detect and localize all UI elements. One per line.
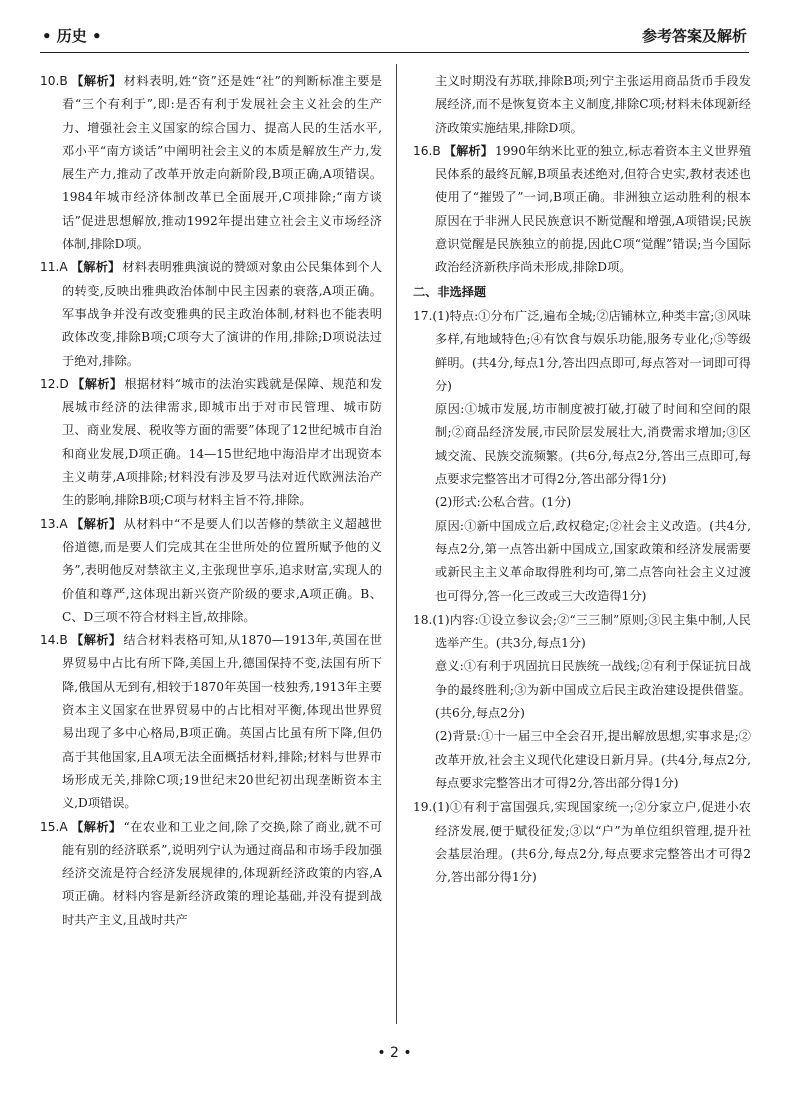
analysis-tag: 【解析】: [71, 376, 123, 391]
analysis-text: 从材料中“不是要人们以苦修的禁欲主义超越世俗道德,而是要人们完成其在尘世所处的位置所赋予他的义务”,表明他反对禁欲主义,主张现世享乐,追求财富,实现人的价值和尊严,这体现出新兴资产阶级的要求,A项正确。B、C、D三项不符合材料主旨,故排除。: [62, 516, 382, 624]
item-answer: A: [59, 819, 68, 834]
analysis-text: 材料表明雅典演说的赞颂对象由公民集体到个人的转变,反映出雅典政治体制中民主因素的衰落,A项正确。军事战争并没有改变雅典的民主政治体制,材料也不能表明政体改变,排除B项;C项夸大了演讲的作用,排除;D项说法过于绝对,排除。: [62, 260, 383, 368]
item-number: 13.: [40, 516, 60, 531]
q18-part: (2)背景:①十一届三中全会召开,提出解放思想,实事求是;②改革开放,社会主义现代化建设日新月异。(共4分,每点2分,每点要求完整答出才可得2分,答出部分得1分): [435, 729, 751, 790]
q19-part: 19.(1)①有利于富国强兵,实现国家统一;②分家立户,促进小农经济发展,便于赋役征发;③以“户”为单位组织管理,提升社会基层治理。(共6分,每点2分,每点要求完整答出才可得2分,答出部分得1分): [413, 800, 751, 885]
item-answer: B: [432, 143, 441, 158]
analysis-text: 结合材料表格可知,从1870—1913年,英国在世界贸易中占比有所下降,美国上升,德国保持不变,法国有所下降,俄国从无到有,相较于1870年英国一枝独秀,1913年主要资本主义国家在世界贸易中的占比相对平衡,体现出世界贸易出现了多中心格局,B项正确。英国占比虽有所下降,但仍高于其他国家,且A项无法全面概括材料,排除;材料与世界市场形成无关,排除C项;19世纪末20世纪初出现垄断资本主义,D项错误。: [62, 633, 383, 811]
item-number: 12.: [40, 376, 60, 391]
question-17: [413, 305, 751, 608]
analysis-tag: 【解析】: [70, 260, 121, 275]
item-answer: D: [59, 376, 69, 391]
column-divider: [396, 64, 397, 1024]
answer-item-16: [413, 140, 751, 280]
analysis-tag: 【解析】: [70, 516, 122, 531]
page-header: [40, 22, 749, 53]
analysis-tag: 【解析】: [70, 819, 122, 834]
answer-item-13: [40, 513, 382, 629]
item-number: 16.: [413, 143, 433, 158]
item-number: 14.: [40, 633, 60, 648]
item-answer: B: [59, 74, 68, 88]
item-number: 11.: [40, 260, 60, 275]
left-column: [40, 70, 382, 932]
analysis-tag: 【解析】: [443, 143, 493, 158]
page-number: • 2 •: [377, 1045, 412, 1061]
item-answer: A: [59, 516, 68, 531]
answer-item-11: [40, 256, 382, 372]
answer-item-10: [40, 70, 382, 256]
answer-item-14: [40, 629, 382, 815]
section-label: 参考答案及解析: [641, 27, 747, 45]
item-answer: A: [59, 260, 68, 275]
question-18: [413, 609, 751, 795]
analysis-tag: 【解析】: [70, 633, 122, 648]
item-answer: B: [59, 633, 68, 648]
answer-item-12: [40, 373, 382, 513]
q18-part: 18.(1)内容:①设立参议会;②“三三制”原则;③民主集中制,人民选举产生。(共3分,每点1分): [413, 612, 751, 651]
question-19: [413, 796, 751, 889]
answer-item-15: [40, 816, 382, 932]
item-number: 15.: [40, 819, 60, 834]
analysis-text: 材料表明,姓“资”还是姓“社”的判断标准主要是看“三个有利于”,即:是否有利于发展社会主义社会的生产力、增强社会主义国家的综合国力、提高人民的生活水平,邓小平“南方谈话”中阐明社会主义的本质是解放生产力,发展生产力,推动了改革开放走向新阶段,B项正确,A项错误。1984年城市经济体制改革已全面展开,C项排除;“南方谈话”促进思想解放,推动1992年提出建立社会主义市场经济体制,排除D项。: [62, 74, 383, 252]
q17-part: 17.(1)特点:①分布广泛,遍布全城;②店铺林立,种类丰富;③风味多样,有地域特色;④有饮食与娱乐功能,服务专业化;⑤等级鲜明。(共4分,每点1分,答出四点即可,每点答对一词即可得分): [413, 308, 751, 393]
right-column: [413, 70, 751, 890]
q17-part: 原因:①新中国成立后,政权稳定;②社会主义改造。(共4分,每点2分,第一点答出新中国成立,国家政策和经济发展需要或新民主主义革命取得胜利均可,第二点答向社会主义过渡也可得分,答一化三改或三大改造得1分): [435, 518, 751, 603]
analysis-text: 根据材料“城市的法治实践就是保障、规范和发展城市经济的法律需求,即城市出于对市民管理、城市防卫、商业发展、税收等方面的需要”体现了12世纪城市自治和商业发展,D项正确。14—15世纪地中海沿岸才出现资本主义萌芽,A项排除;材料没有涉及罗马法对近代欧洲法治产生的影响,排除B项;C项与材料主旨不符,排除。: [62, 376, 383, 508]
item-number: 10.: [40, 74, 60, 88]
analysis-text: 1990年纳米比亚的独立,标志着资本主义世界殖民体系的最终瓦解,B项虽表述绝对,但符合史实,教材表述也使用了“摧毁了”一词,B项正确。非洲独立运动胜利的根本原因在于非洲人民民族意识不断觉醒和增强,A项错误;民族意识觉醒是民族独立的前提,因此C项“觉醒”错误;当今国际政治经济新秩序尚未形成,排除D项。: [435, 143, 752, 275]
answer-item-15-continued: 主义时期没有苏联,排除B项;列宁主张运用商品货币手段发展经济,而不是恢复资本主义制度,排除C项;材料未体现新经济政策实施结果,排除D项。: [435, 74, 751, 135]
analysis-text: “在农业和工业之间,除了交换,除了商业,就不可能有别的经济联系”,说明列宁认为通过商品和市场手段加强经济交流是符合经济发展规律的,体现新经济政策的内容,A项正确。材料内容是新经济政策的理论基础,并没有提到战时共产主义,且战时共产: [62, 819, 383, 927]
q17-part: 原因:①城市发展,坊市制度被打破,打破了时间和空间的限制;②商品经济发展,市民阶层发展壮大,消费需求增加;③区域交流、民族交流频繁。(共6分,每点2分,答出三点即可,每点要求完整答出才可得2分,答出部分得1分): [435, 402, 751, 487]
q18-part: 意义:①有利于巩固抗日民族统一战线;②有利于保证抗日战争的最终胜利;③为新中国成立后民主政治建设提供借鉴。(共6分,每点2分): [435, 659, 751, 721]
analysis-tag: 【解析】: [70, 74, 122, 88]
section-title: 二、非选择题: [413, 284, 487, 299]
q17-part: (2)形式:公私合营。(1分): [435, 495, 572, 510]
subject-label: • 历史 •: [42, 27, 102, 45]
